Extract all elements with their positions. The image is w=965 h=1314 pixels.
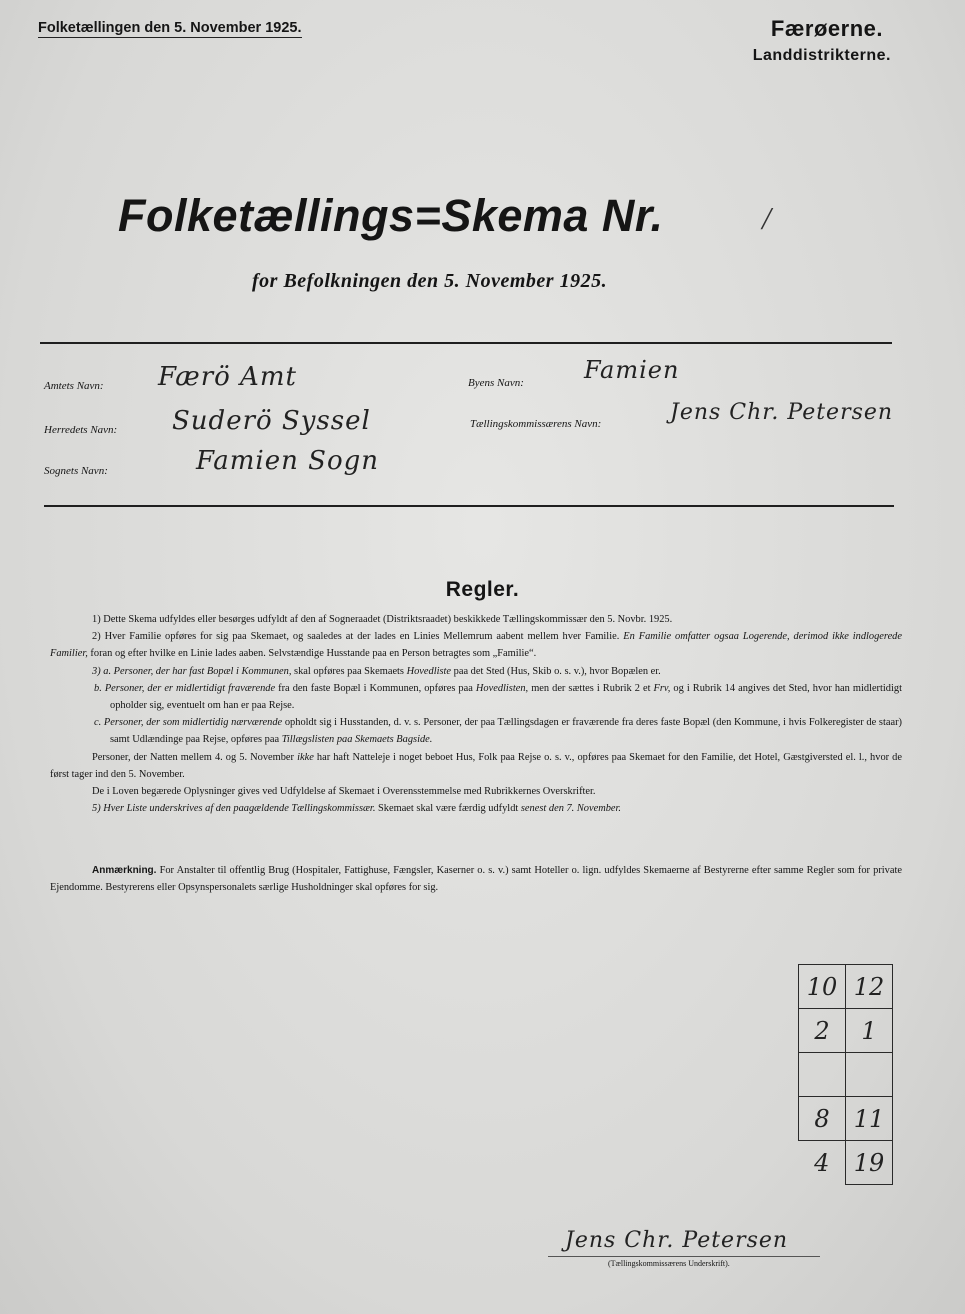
rule-5: 5) Hver Liste underskrives af den paagældende Tællingskommissær. Skemaet skal være færdig udfyldt senest den 7. November. (92, 803, 622, 815)
tally-cell: 12 (846, 965, 893, 1009)
herred-label: Herredets Navn: (44, 424, 118, 436)
tally-cell (799, 1053, 846, 1097)
note-label: Anmærkning. (92, 865, 157, 876)
rule-3b: b. Personer, der er midlertidigt fraværende fra den faste Bopæl i Kommunen, opføres paa Hovedlisten, men der sættes i Rubrik 2 et Frv, og i Rubrik 14 angives det Sted, hvor han midlertidigt opholder sig, eventuelt om han er paa Rejse. (94, 682, 902, 712)
annotation-note (50, 862, 902, 896)
tally-row-total (799, 1141, 893, 1185)
form-title: Folketællings=Skema Nr. (118, 190, 664, 241)
tally-table (798, 964, 893, 1185)
rule-3c: c. Personer, der som midlertidig nærværende opholdt sig i Husstanden, d. v. s. Personer, der paa Tællingsdagen er fraværende fra deres faste Bopæl (den Kommune, i hvis Folkeregister de staar) samt Udlændinge paa Rejse, opføres paa Tillægslisten paa Skemaets Bagside. (94, 717, 902, 746)
rule-3a: 3) a. Personer, der har fast Bopæl i Kommunen, skal opføres paa Skemaets Hovedliste paa det Sted (Hus, Skib o. s. v.), hvor Bopælen er. (92, 665, 661, 677)
tally-cell: 10 (799, 965, 846, 1009)
signature-line (548, 1256, 820, 1257)
tally-cell: 4 (814, 1148, 830, 1177)
signature-caption: (Tællingskommissærens Underskrift). (608, 1259, 730, 1268)
by-value: Famien (584, 356, 680, 384)
form-subtitle: for Befolkningen den 5. November 1925. (252, 270, 608, 292)
amt-value: Færö Amt (158, 362, 297, 392)
tally-row (799, 965, 893, 1009)
commissioner-signature: Jens Chr. Petersen (565, 1228, 789, 1253)
rule-2: 2) Hver Familie opføres for sig paa Skemaet, og saaledes at der lades en Linies Mellemrum aabent mellem hver Familie. En Familie omfatter ogsaa Logerende, derimod ikke indlogerede Familier, foran og efter hvilke en Linie lades aaben. Selvstændige Husstande paa en Person betragtes som „Familie“. (50, 631, 902, 660)
tally-cell: 1 (846, 1009, 893, 1053)
by-label: Byens Navn: (468, 377, 524, 389)
header-district-type: Landdistrikterne. (752, 47, 891, 64)
herred-value: Suderö Syssel (172, 406, 371, 436)
rule-1: 1) Dette Skema udfyldes eller besørges udfyldt af den af Sogneraadet (Distriktsraadet) beskikkede Tællingskommissær den 5. Novbr. 1925. (92, 614, 673, 625)
form-number: / (762, 200, 771, 236)
sogn-value: Famien Sogn (196, 446, 379, 476)
rule-4: Personer, der Natten mellem 4. og 5. November ikke har haft Natteleje i noget beboet Hus, Folk paa Rejse o. s. v., opføres paa Skemaet for den Familie, det Hotel, Gæstgiversted el. l., hvor de først tager ind den 5. November. (50, 751, 902, 780)
tally-cell: 11 (846, 1097, 893, 1141)
tally-cell: 8 (799, 1097, 846, 1141)
tally-cell (846, 1053, 893, 1097)
header-census-date: Folketællingen den 5. November 1925. (38, 20, 302, 36)
rules-text (50, 611, 902, 817)
kommissaer-label: Tællingskommissærens Navn: (470, 418, 602, 430)
note-text: For Anstalter til offentlig Brug (Hospitaler, Fattighuse, Fængsler, Kaserner o. s. v.) samt Hoteller o. lign. udfyldes Skemaerne af Bestyrerne efter samme Regler som for private Ejendomme. Bestyrerens eller Opsynspersonalets særlige Husholdninger skal opføres for sig. (50, 865, 902, 894)
amt-label: Amtets Navn: (44, 380, 104, 392)
tally-cell: 2 (799, 1009, 846, 1053)
kommissaer-value: Jens Chr. Petersen (670, 400, 894, 425)
divider-top (40, 342, 892, 344)
sogn-label: Sognets Navn: (44, 465, 108, 477)
tally-cell: 19 (846, 1141, 893, 1185)
tally-row (799, 1053, 893, 1097)
rule-4b: De i Loven begærede Oplysninger gives ved Udfyldelse af Skemaet i Overensstemmelse med Rubrikkernes Overskrifter. (92, 786, 596, 798)
divider-bottom (44, 505, 894, 507)
rules-heading: Regler. (445, 578, 520, 601)
tally-row (799, 1009, 893, 1053)
tally-row (799, 1097, 893, 1141)
header-region: Færøerne. (770, 16, 883, 41)
